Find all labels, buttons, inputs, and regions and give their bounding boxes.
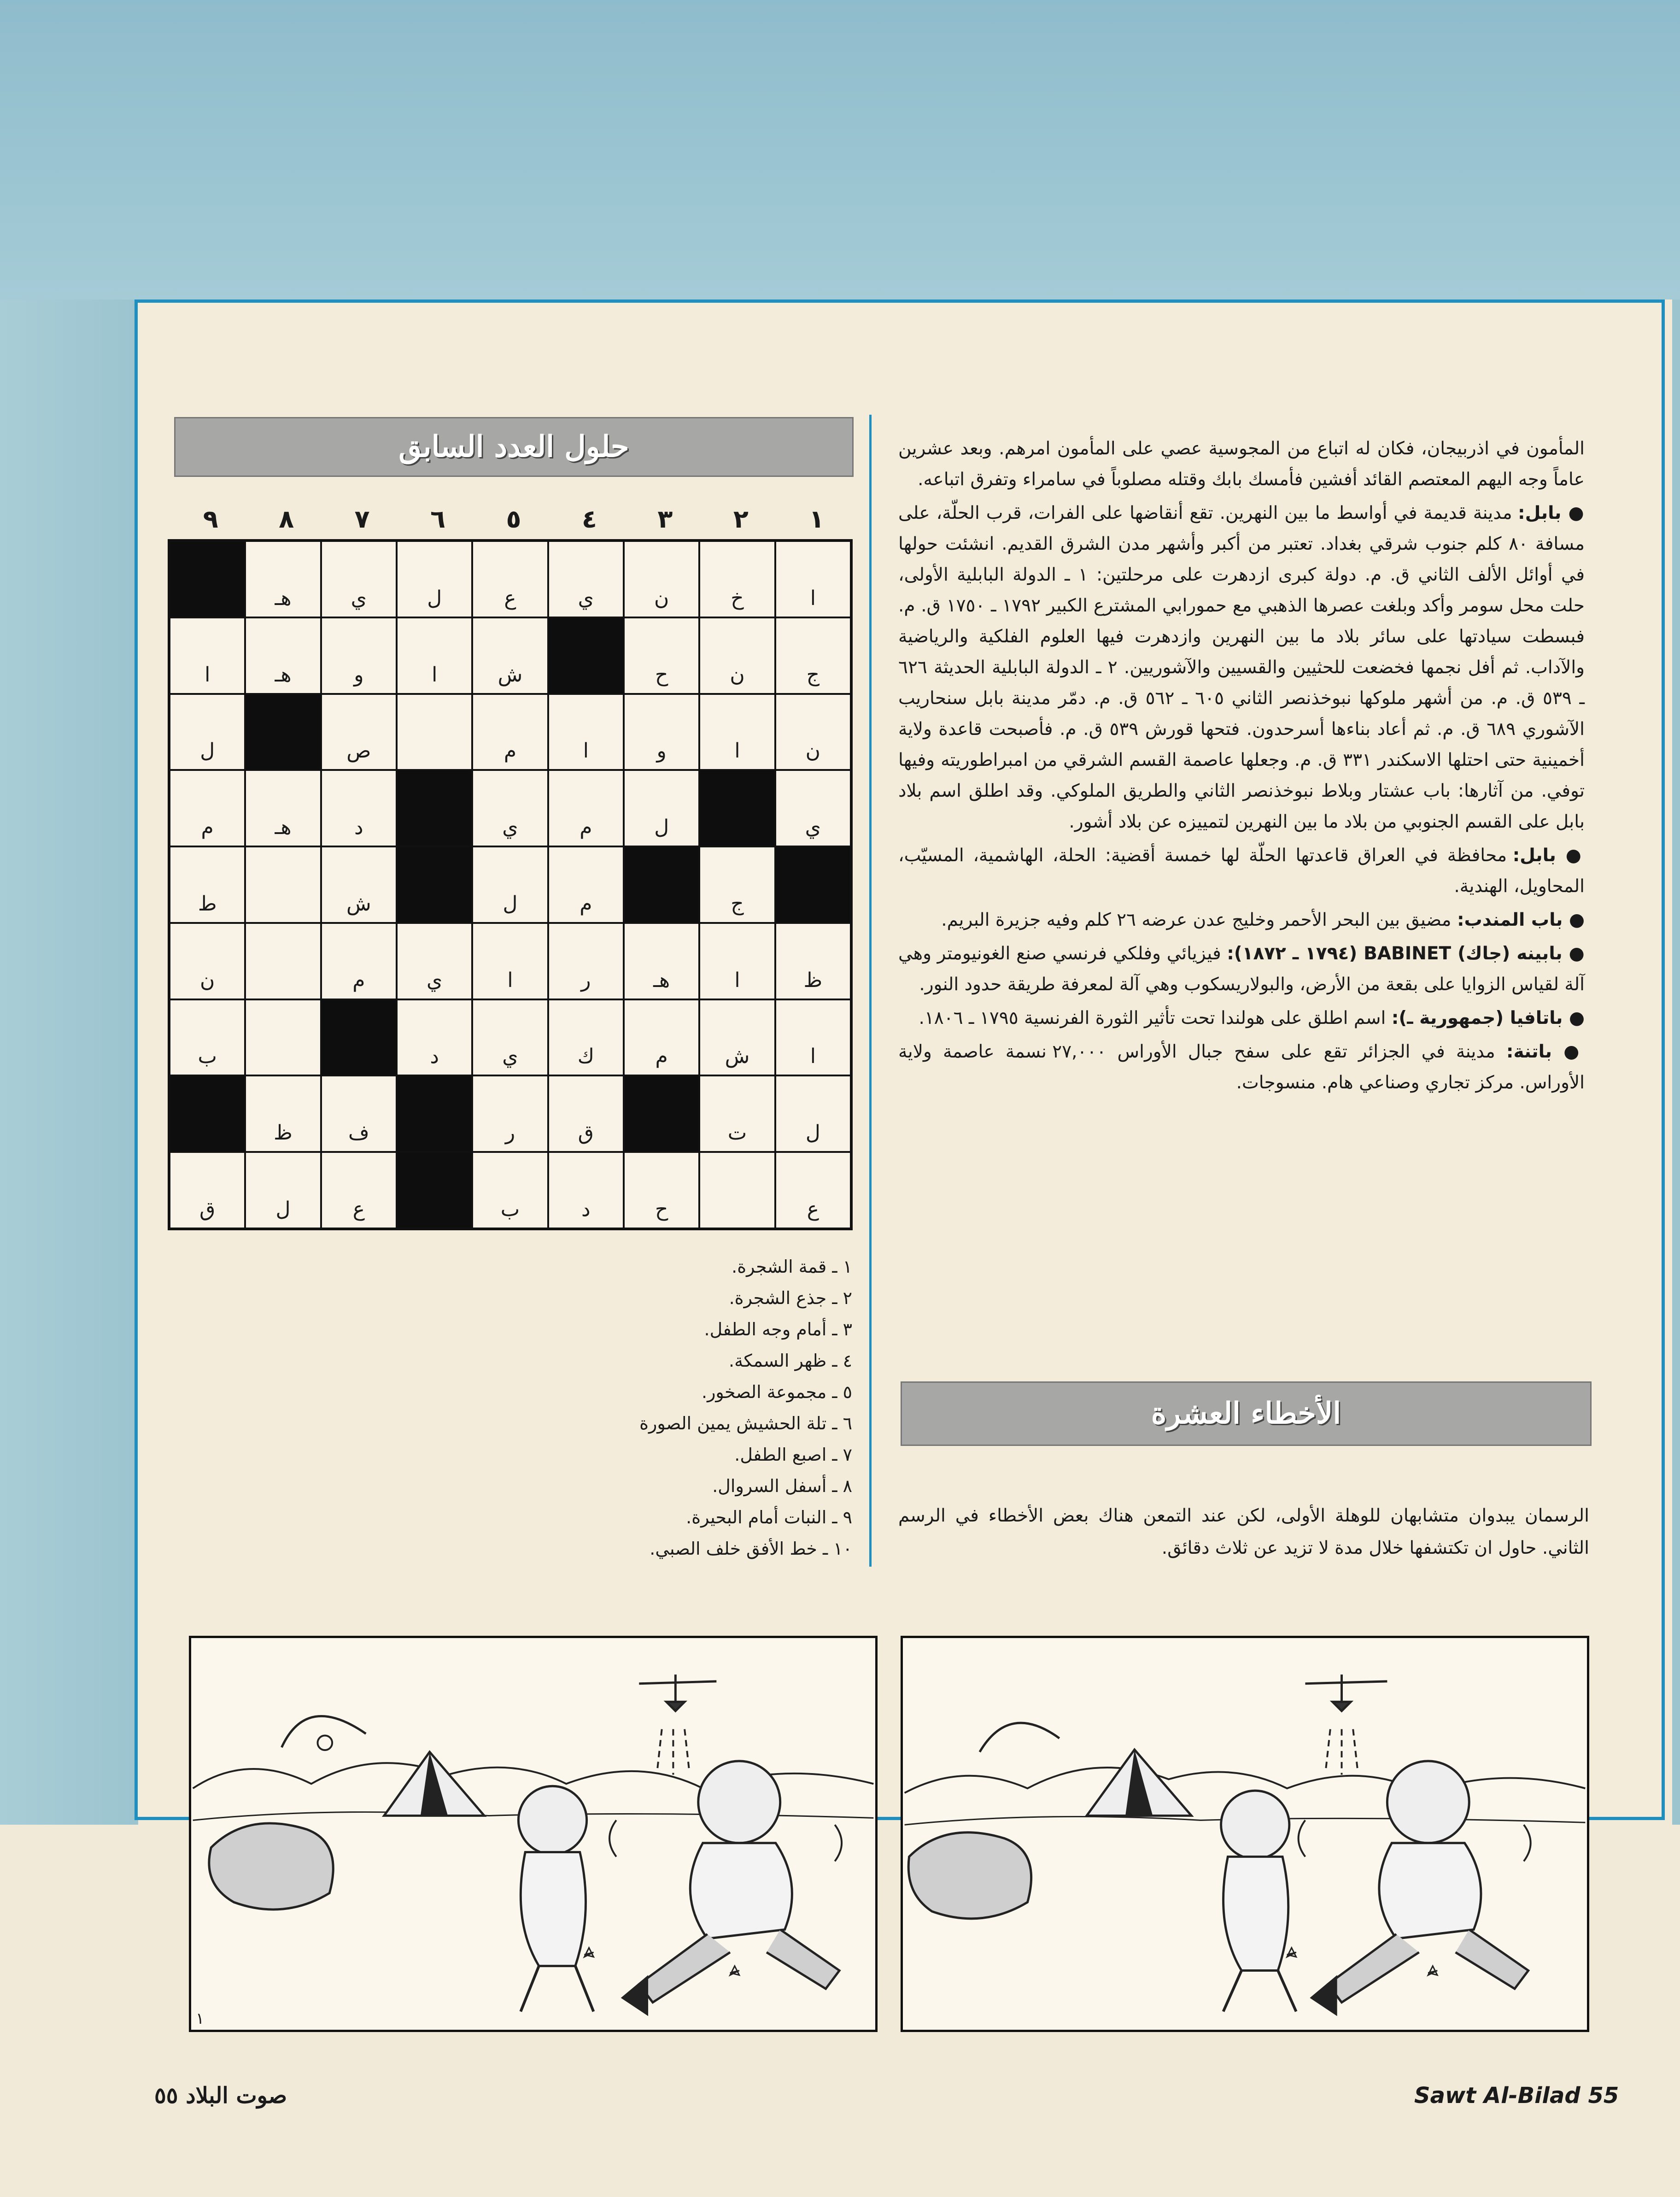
footer-latin-page: Sawt Al-Bilad 55 bbox=[1414, 2083, 1619, 2109]
crossword-letter: ش bbox=[346, 892, 371, 916]
bullet-icon: ● bbox=[1562, 943, 1585, 964]
crossword-cell bbox=[398, 924, 471, 999]
crossword-letter: م bbox=[503, 739, 517, 763]
crossword-letter: ح bbox=[655, 1197, 668, 1221]
crossword-letter: ي bbox=[502, 1045, 518, 1069]
crossword-letter: ن bbox=[805, 739, 820, 763]
crossword-cell bbox=[549, 847, 623, 922]
crossword-cell bbox=[776, 924, 850, 999]
crossword-letter: ر bbox=[581, 968, 591, 992]
differences-answer-list bbox=[585, 1251, 852, 1564]
crossword-cell bbox=[625, 924, 698, 999]
bullet-icon: ● bbox=[1563, 910, 1585, 930]
crossword-cell bbox=[170, 618, 244, 693]
crossword-cell bbox=[700, 1000, 774, 1075]
crossword-cell bbox=[246, 1000, 320, 1075]
crossword-letter: ص bbox=[346, 739, 371, 763]
crossword-cell bbox=[170, 1000, 244, 1075]
crossword-cell bbox=[700, 924, 774, 999]
crossword-cell bbox=[246, 618, 320, 693]
article-entry: ● بابل: مدينة قديمة في أواسط ما بين النهرين. تقع أنقاضها على الفرات، قرب الحلّة، على مسافة ٨٠ كلم جنوب شرقي بغداد. تعتبر من أكبر وأشهر مدن الشرق القديم. انشئت حولها في أوائل الألف الثاني ق. م. دولة كبرى ازدهرت على مرحلتين: ١ ـ الدولة البابلية الأولى، حلت محل سومر وأكد وبلغت عصرها الذهبي مع حمورابي المشترع الكبير ١٧٩٢ ـ ١٧٥٠ ق. م. فبسطت سيادتها على سائر بلاد ما بين النهرين وازدهرت فيها العلوم الفلكية والرياضية والآداب. ثم أفل نجمها فخضعت للحثيين والقسيين والآشوريين. ٢ ـ الدولة البابلية الحديثة ٦٢٦ ـ ٥٣٩ ق. م. من أشهر ملوكها نبوخذنصر الثاني ٦٠٥ ـ ٥٦٢ ق. م. دمّر مدينة بابل سنحاريب الآشوري ٦٨٩ ق. م. ثم أعاد بناءها أسرحدون. فتحها قورش ٥٣٩ ق. م. فأصبحت قاعدة ولاية أخمينية حتى احتلها الاسكندر ٣٣١ ق. م. وجعلها عاصمة القسم الشرقي من امبراطوريته وفيها توفي. من آثارها: باب عشتار وبلاط نبوخذنصر الثاني والطريق الملوكي. وقد اطلق اسم بلاد بابل على القسم الجنوبي من بلاد ما بين النهرين لتمييزه عن بلاد أشور. bbox=[898, 503, 1585, 832]
crossword-cell bbox=[246, 542, 320, 617]
crossword-cell bbox=[549, 1000, 623, 1075]
panel-number: ١ bbox=[196, 2009, 205, 2028]
crossword-cell bbox=[473, 1000, 547, 1075]
column-number: ٢ bbox=[733, 505, 749, 534]
crossword-letter: ل bbox=[503, 892, 518, 916]
crossword-letter: هـ bbox=[275, 816, 292, 840]
crossword-black-cell bbox=[625, 1076, 698, 1151]
crossword-letter: م bbox=[655, 1045, 668, 1069]
crossword-letter: م bbox=[580, 892, 592, 916]
crossword-letter: ج bbox=[731, 892, 744, 916]
crossword-cell bbox=[170, 695, 244, 770]
crossword-cell bbox=[700, 1153, 774, 1228]
solutions-banner: حلول العدد السابق bbox=[174, 417, 854, 477]
crossword-black-cell bbox=[549, 618, 623, 693]
article-entry: ● باتنة: مدينة في الجزائر تقع على سفح جبال الأوراس ٢٧,٠٠٠ نسمة عاصمة ولاية الأوراس. مركز تجاري وصناعي هام. منسوجات. bbox=[898, 1041, 1585, 1093]
crossword-cell bbox=[549, 1076, 623, 1151]
bullet-icon: ● bbox=[1551, 1041, 1585, 1062]
crossword-cell bbox=[246, 1153, 320, 1228]
article-entry: ● بابينه (جاك) BABINET (١٧٩٤ ـ ١٨٧٢): فيزيائي وفلكي فرنسي صنع الغونيومتر وهي آلة لقياس الزوايا على بقعة من الأرض، والبولاريسكوب وهي آلة لمعرفة طريقة حدود النور. bbox=[898, 943, 1585, 995]
crossword-cell bbox=[700, 847, 774, 922]
crossword-letter: ن bbox=[730, 663, 745, 687]
crossword-letter: ل bbox=[200, 739, 215, 763]
article-entry: ● باتافيا (جمهورية ـ): اسم اطلق على هولندا تحت تأثير الثورة الفرنسية ١٧٩٥ ـ ١٨٠٦. bbox=[919, 1008, 1585, 1028]
left-background-strip bbox=[0, 300, 138, 1825]
answer-item: ٣ ـ أمام وجه الطفل. bbox=[704, 1319, 852, 1339]
column-number: ٧ bbox=[354, 505, 370, 534]
crossword-letter: ا bbox=[583, 739, 589, 763]
column-divider bbox=[869, 415, 872, 1567]
answer-item: ٧ ـ اصبع الطفل. bbox=[734, 1445, 852, 1465]
crossword-cell bbox=[549, 542, 623, 617]
crossword-letter: ا bbox=[810, 1045, 816, 1069]
crossword-letter: ظ bbox=[274, 1121, 293, 1145]
crossword-cell bbox=[322, 847, 396, 922]
crossword-black-cell bbox=[776, 847, 850, 922]
crossword-letter: ل bbox=[427, 586, 442, 610]
answer-item: ٥ ـ مجموعة الصخور. bbox=[701, 1382, 852, 1402]
crossword-cell bbox=[322, 695, 396, 770]
crossword-letter: ع bbox=[504, 586, 516, 610]
crossword-letter: ح bbox=[655, 663, 668, 687]
answer-item: ٤ ـ ظهر السمكة. bbox=[729, 1351, 852, 1371]
crossword-cell bbox=[776, 695, 850, 770]
crossword-cell bbox=[700, 542, 774, 617]
crossword-letter: ر bbox=[505, 1121, 515, 1145]
crossword-letter: ش bbox=[725, 1045, 750, 1069]
crossword-cell bbox=[625, 1000, 698, 1075]
crossword-cell bbox=[322, 542, 396, 617]
crossword-cell bbox=[549, 1153, 623, 1228]
cartoon-panel-modified bbox=[901, 1636, 1589, 2032]
crossword-letter: ظ bbox=[803, 968, 823, 992]
crossword-cell bbox=[170, 847, 244, 922]
cartoon-drawing bbox=[191, 1638, 875, 2030]
crossword-cell bbox=[398, 542, 471, 617]
crossword-cell bbox=[776, 771, 850, 846]
puzzle-instructions: الرسمان يبدوان متشابهان للوهلة الأولى، لكن عند التمعن هناك بعض الأخطاء في الرسم الثاني. حاول ان تكتشفها خلال مدة لا تزيد عن ثلاث دقائق. bbox=[898, 1505, 1589, 1558]
ten-errors-banner: الأخطاء العشرة bbox=[901, 1381, 1592, 1446]
crossword-cell bbox=[625, 695, 698, 770]
crossword-letter: ا bbox=[734, 968, 740, 992]
cartoon-drawing bbox=[903, 1638, 1587, 2030]
crossword-cell bbox=[246, 924, 320, 999]
crossword-cell bbox=[170, 771, 244, 846]
crossword-letter: ك bbox=[577, 1045, 594, 1069]
crossword-black-cell bbox=[700, 771, 774, 846]
encyclopedia-article bbox=[898, 433, 1585, 1098]
crossword-cell bbox=[549, 771, 623, 846]
crossword-letter: د bbox=[581, 1197, 591, 1221]
crossword-letter: ي bbox=[578, 586, 594, 610]
crossword-grid bbox=[168, 539, 853, 1230]
crossword-cell bbox=[246, 1076, 320, 1151]
crossword-cell bbox=[246, 847, 320, 922]
crossword-cell bbox=[473, 542, 547, 617]
crossword-cell bbox=[625, 771, 698, 846]
crossword-cell bbox=[776, 618, 850, 693]
column-number: ٥ bbox=[506, 505, 521, 534]
crossword-cell bbox=[776, 1000, 850, 1075]
bullet-icon: ● bbox=[1556, 845, 1585, 866]
crossword-column-numbers bbox=[173, 505, 855, 534]
crossword-black-cell bbox=[170, 1076, 244, 1151]
column-number: ٨ bbox=[279, 505, 294, 534]
crossword-cell bbox=[776, 1153, 850, 1228]
article-intro: المأمون في اذربيجان، فكان له اتباع من المجوسية عصي على المأمون امرهم. وبعد عشرين عاماً وجه اليهم المعتصم القائد أفشين فأمسك بابك وقتله مصلوباً في سامراء وتفرق اتباعه. bbox=[898, 438, 1585, 490]
crossword-black-cell bbox=[398, 847, 471, 922]
crossword-cell bbox=[700, 618, 774, 693]
crossword-cell bbox=[473, 1076, 547, 1151]
crossword-letter: ج bbox=[806, 663, 820, 687]
footer-arabic-page: صوت البلاد ٥٥ bbox=[154, 2083, 287, 2109]
column-number: ٦ bbox=[430, 505, 446, 534]
answer-item: ٦ ـ تلة الحشيش يمين الصورة bbox=[639, 1413, 852, 1433]
crossword-cell bbox=[625, 542, 698, 617]
crossword-cell bbox=[549, 695, 623, 770]
crossword-cell bbox=[322, 1076, 396, 1151]
column-number: ١ bbox=[809, 505, 825, 534]
answer-item: ٢ ـ جذع الشجرة. bbox=[729, 1288, 852, 1308]
bullet-icon: ● bbox=[1561, 503, 1585, 523]
crossword-letter: ش bbox=[498, 663, 523, 687]
crossword-black-cell bbox=[170, 542, 244, 617]
answer-item: ١ ـ قمة الشجرة. bbox=[732, 1257, 852, 1277]
crossword-letter: م bbox=[580, 816, 592, 840]
crossword-letter: ي bbox=[502, 816, 518, 840]
crossword-letter: ط bbox=[198, 892, 217, 916]
crossword-letter: ا bbox=[205, 663, 211, 687]
right-background-strip bbox=[1672, 300, 1680, 1825]
crossword-letter: هـ bbox=[653, 968, 670, 992]
crossword-cell bbox=[776, 542, 850, 617]
crossword-letter: ا bbox=[507, 968, 513, 992]
column-number: ٣ bbox=[657, 505, 673, 534]
crossword-letter: ا bbox=[432, 663, 438, 687]
crossword-letter: د bbox=[354, 816, 363, 840]
top-background-band bbox=[0, 0, 1680, 300]
cartoon-panel-original bbox=[189, 1636, 878, 2032]
crossword-cell bbox=[398, 695, 471, 770]
crossword-letter: م bbox=[352, 968, 365, 992]
crossword-cell bbox=[700, 1076, 774, 1151]
crossword-cell bbox=[398, 618, 471, 693]
crossword-letter: ل bbox=[275, 1197, 291, 1221]
crossword-letter: ع bbox=[807, 1197, 819, 1221]
crossword-cell bbox=[170, 1153, 244, 1228]
crossword-cell bbox=[473, 847, 547, 922]
crossword-black-cell bbox=[625, 847, 698, 922]
crossword-cell bbox=[549, 924, 623, 999]
crossword-cell bbox=[473, 771, 547, 846]
crossword-cell bbox=[322, 771, 396, 846]
crossword-cell bbox=[625, 1153, 698, 1228]
crossword-cell bbox=[776, 1076, 850, 1151]
answer-item: ٩ ـ النبات أمام البحيرة. bbox=[686, 1507, 852, 1527]
crossword-letter: ي bbox=[426, 968, 443, 992]
crossword-letter: ن bbox=[654, 586, 669, 610]
crossword-cell bbox=[170, 924, 244, 999]
crossword-letter: د bbox=[430, 1045, 439, 1069]
crossword-letter: و bbox=[656, 739, 667, 763]
crossword-letter: ب bbox=[500, 1197, 520, 1221]
crossword-letter: ع bbox=[352, 1197, 365, 1221]
crossword-letter: ا bbox=[810, 586, 816, 610]
crossword-cell bbox=[625, 618, 698, 693]
crossword-cell bbox=[322, 618, 396, 693]
crossword-black-cell bbox=[398, 771, 471, 846]
crossword-black-cell bbox=[246, 695, 320, 770]
answer-item: ١٠ ـ خط الأفق خلف الصبي. bbox=[650, 1539, 852, 1559]
crossword-letter: هـ bbox=[275, 586, 292, 610]
crossword-cell bbox=[473, 924, 547, 999]
crossword-letter: م bbox=[201, 816, 214, 840]
crossword-black-cell bbox=[398, 1153, 471, 1228]
crossword-letter: ل bbox=[805, 1121, 820, 1145]
crossword-letter: ن bbox=[200, 968, 215, 992]
crossword-letter: ي bbox=[805, 816, 821, 840]
crossword-black-cell bbox=[398, 1076, 471, 1151]
crossword-letter: ف bbox=[348, 1121, 369, 1145]
crossword-black-cell bbox=[322, 1000, 396, 1075]
crossword-cell bbox=[700, 695, 774, 770]
answer-item: ٨ ـ أسفل السروال. bbox=[712, 1476, 852, 1496]
crossword-cell bbox=[473, 618, 547, 693]
crossword-letter: ق bbox=[578, 1121, 594, 1145]
crossword-cell bbox=[473, 1153, 547, 1228]
crossword-letter: ا bbox=[734, 739, 740, 763]
crossword-letter: ل bbox=[654, 816, 669, 840]
article-entry: ● باب المندب: مضيق بين البحر الأحمر وخليج عدن عرضه ٢٦ كلم وفيه جزيرة البريم. bbox=[941, 910, 1585, 930]
crossword-cell bbox=[398, 1000, 471, 1075]
crossword-cell bbox=[473, 695, 547, 770]
crossword-letter: خ bbox=[731, 586, 744, 610]
column-number: ٤ bbox=[581, 505, 597, 534]
article-entry: ● بابل: محافظة في العراق قاعدتها الحلّة لها خمسة أقضية: الحلة، الهاشمية، المسيّب، المحاويل، الهندية. bbox=[898, 845, 1585, 897]
crossword-cell bbox=[246, 771, 320, 846]
column-number: ٩ bbox=[203, 505, 218, 534]
crossword-letter: ب bbox=[198, 1045, 217, 1069]
crossword-cell bbox=[322, 924, 396, 999]
crossword-letter: ق bbox=[199, 1197, 216, 1221]
crossword-letter: هـ bbox=[275, 663, 292, 687]
crossword-letter: ت bbox=[727, 1121, 747, 1145]
bullet-icon: ● bbox=[1563, 1008, 1585, 1028]
crossword-cell bbox=[322, 1153, 396, 1228]
crossword-letter: و bbox=[354, 663, 364, 687]
crossword-letter: ي bbox=[351, 586, 367, 610]
